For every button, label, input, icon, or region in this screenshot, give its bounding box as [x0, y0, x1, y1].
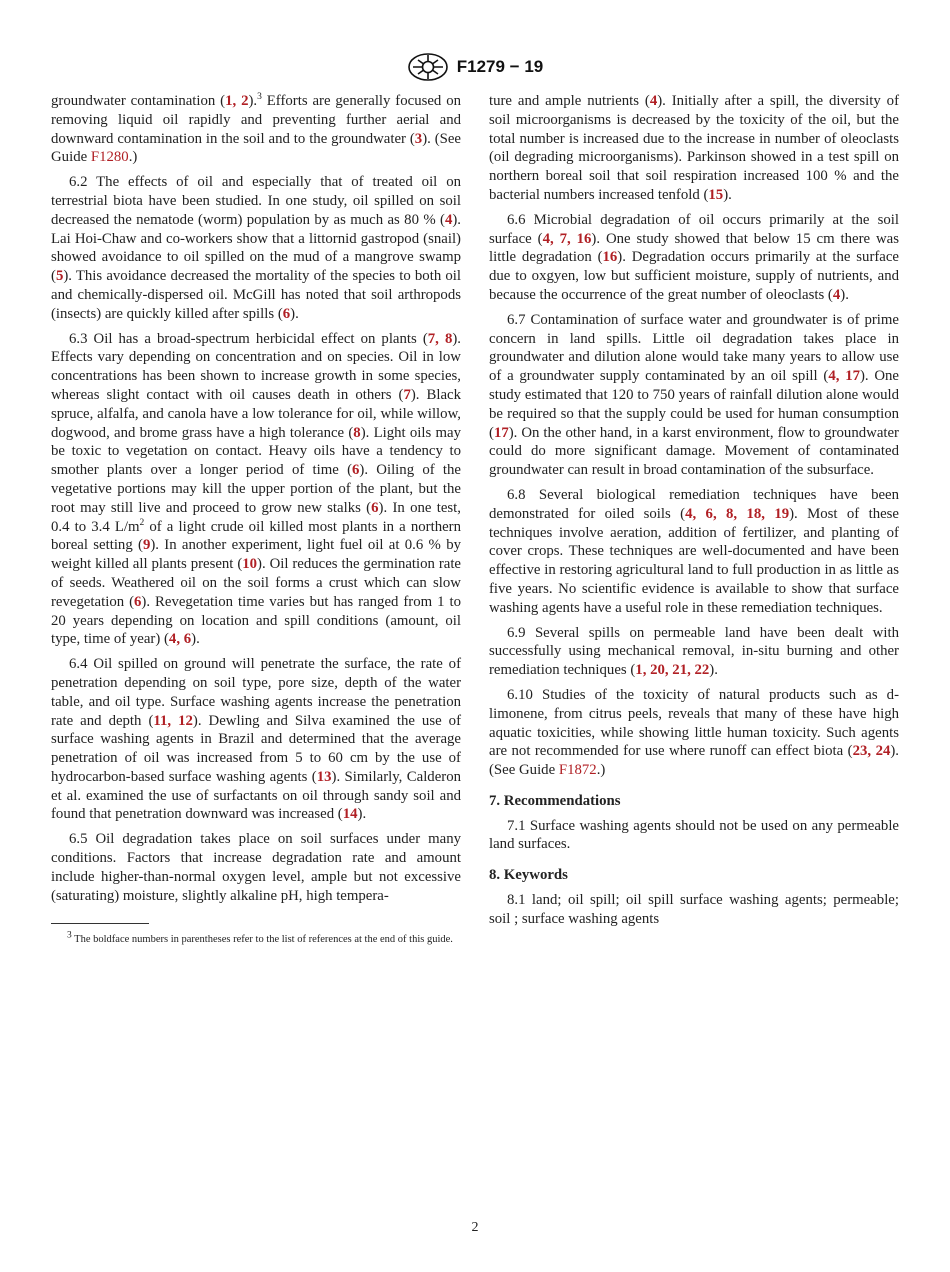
- reference-link[interactable]: 22: [694, 662, 710, 679]
- reference-link[interactable]: 8: [444, 330, 453, 347]
- reference-link[interactable]: 17: [845, 368, 860, 385]
- reference-link[interactable]: 6: [705, 505, 713, 522]
- reference-link[interactable]: 6: [371, 499, 379, 516]
- reference-link[interactable]: 8: [353, 424, 361, 441]
- page-number: 2: [471, 1220, 479, 1235]
- right-column: [489, 92, 899, 935]
- guide-link-f1872[interactable]: F1872: [558, 762, 597, 779]
- paragraph-8-1: 8.1 land; oil spill; oil spill surface washing agents; permeable; soil ; surface washing agents: [489, 892, 899, 927]
- reference-link[interactable]: 8: [726, 505, 734, 522]
- reference-link[interactable]: 4: [444, 211, 453, 228]
- section-heading-recommendations: 7. Recommendations: [489, 792, 621, 809]
- reference-link[interactable]: 1: [225, 93, 233, 109]
- footnote-marker: 3: [257, 92, 262, 103]
- left-column: [51, 92, 461, 947]
- reference-link[interactable]: 12: [178, 712, 193, 729]
- page-header: [0, 52, 950, 82]
- paragraph-6-6: 6.6 Microbial degradation of oil occurs primarily at the soil surface (4, 7, 16). One study showed that below 15 cm there was little degradation (16). Degradation occurs primarily at the surface due to oxgyen, low but sufficient moisture, supply of nutrients, and because the occurrence of the great number of oleoclasts (4).: [489, 211, 900, 303]
- reference-link[interactable]: 20: [650, 662, 665, 679]
- reference-link[interactable]: 7: [559, 230, 567, 247]
- reference-link[interactable]: 2: [241, 93, 249, 109]
- paragraph-6-9: 6.9 Several spills on permeable land have been dealt with successfully using mechanical removal, in-situ burning and other remediation techniques (1, 20, 21, 22).: [489, 624, 899, 679]
- reference-link[interactable]: 4: [168, 631, 177, 648]
- reference-link[interactable]: 14: [342, 806, 358, 823]
- guide-link-f1280[interactable]: F1280: [90, 149, 129, 166]
- reference-link[interactable]: 24: [875, 743, 891, 760]
- reference-link[interactable]: 1: [635, 662, 643, 679]
- paragraph-6-2: 6.2 The effects of oil and especially that of treated oil on terrestrial biota have been studied. In one study, oil spilled on soil decreased the nematode (worm) population by as much as 80 % (4). Lai Hoi-Chaw and co-workers show that a littornid gastropod (snail) showed avoidance to oil spilled on the mud of a mangrove swamp (5). This avoidance decreased the mortality of the species to both oil and chemically-dispersed oil. McGill has noted that soil arthropods (insects) are quickly killed after spills (6).: [51, 174, 461, 322]
- paragraph-6-1-continued: groundwater contamination (1, 2).$^3$ Efforts are generally focused on removing liquid oil rapidly and preventing further aerial and downward contamination in the soil and to the groundwater (3). (See Guide F1280.): [51, 92, 461, 166]
- document-code: F1279 − 19: [456, 57, 544, 76]
- reference-link[interactable]: 4: [828, 368, 836, 385]
- paragraph-6-4: 6.4 Oil spilled on ground will penetrate the surface, the rate of penetration depending on soil type, pore size, depth of the water table, and oil type. Surface washing agents increase the penetration rate and depth (11, 12). Dewling and Silva examined the use of surface washing agents in Brazil and determined that the average penetration of oil was increased from 5 to 60 cm by the use of hydrocarbon-based surface washing agents (13). Similarly, Calderon et al. examined the use of surfactants on oil through sandy soil and found that penetration downward was increased (14).: [51, 656, 461, 823]
- reference-link[interactable]: 11: [153, 712, 168, 729]
- paragraph-6-7: 6.7 Contamination of surface water and groundwater is of prime concern in land spills. Little oil degradation takes place in groundwater and dilution alone would take many years to allow use of a groundwater supply contaminated by an oil spill (4, 17). One study estimated that 120 to 750 years of rainfall dilution alone would be required so that the supply could be used for human consumption (17). On the other hand, in a karst environment, flow to groundwater could do more significant damage. Movement of contaminated groundwater can result in broad contamination of the subsurface.: [489, 311, 900, 479]
- footnote: $^3$ The boldface numbers in parentheses refer to the list of references at the end of this guide.: [67, 930, 453, 946]
- reference-link[interactable]: 7: [427, 330, 436, 347]
- reference-link[interactable]: 16: [602, 249, 618, 266]
- paragraph-7-1: 7.1 Surface washing agents should not be used on any permeable land surfaces.: [489, 817, 899, 853]
- paragraph-6-5-continued: ture and ample nutrients (4). Initially after a spill, the diversity of soil microorganisms is decreased by the toxicity of the oil, but the total number is increased due to the increase in number of oleoclasts (oil degrading microorganisms). Parkinson showed in a test spill on northern boreal soil that soil respiration increased 100 % and the bacterial numbers increased tenfold (15).: [489, 93, 899, 203]
- reference-link[interactable]: 6: [352, 462, 360, 479]
- reference-link[interactable]: 6: [282, 305, 291, 322]
- reference-link[interactable]: 6: [183, 631, 192, 648]
- paragraph-6-10: 6.10 Studies of the toxicity of natural products such as d-limonene, from citrus peels, reveals that many of these have high aquatic toxicities, while showing little human toxicity. Such agents are not recommended for use where runoff can effect biota (23, 24). (See Guide F1872.): [489, 686, 899, 779]
- reference-link[interactable]: 16: [576, 230, 592, 247]
- paragraph-6-8: 6.8 Several biological remediation techniques have been demonstrated for oiled soils (4, 6, 8, 18, 19). Most of these techniques involve aeration, addition of fertilizer, and planting of cover crops. These techniques are well-documented and have been effective in restoring agricultural land to full production in as little as five years. No scientific evidence is available to show that surface washing agents have a useful role in these remediation techniques.: [489, 486, 899, 616]
- reference-link[interactable]: 7: [403, 386, 411, 403]
- reference-link[interactable]: 10: [242, 556, 258, 573]
- reference-link[interactable]: 4: [832, 286, 841, 303]
- reference-link[interactable]: 19: [774, 505, 790, 522]
- reference-link[interactable]: 4: [649, 93, 658, 109]
- paragraph-6-3: 6.3 Oil has a broad-spectrum herbicidal effect on plants (7, 8). Effects vary depending on concentration and on species. Oil in low concentrations has been shown to increase growth in some species, whereas slight contact with oil causes death in others (7). Black spruce, alfalfa, and canola have a low tolerance for oil, while willow, dogwood, and brome grass have a high tolerance (8). Light oils may be toxic to vegetation on contact. Heavy oils have a tendency to smother plants over a longer period of time (6). Oiling of the vegetative portions may kill the upper portion of the plant, but the root may still live and proceed to grow new stalks (6). In one test, 0.4 to 3.4 $L/m^2$ of a light crude oil killed most plants in a northern boreal setting (9). In another experiment, light fuel oil at 0.6 % by weight killed all plants present (10). Oil reduces the germination rate of seeds. Weathered oil on the soil forms a crust which can slow revegetation (6). Revegetation time varies but has ranged from 1 to 20 years depending on location and spill conditions (amount, oil type, time of year) (4, 6).: [51, 330, 462, 648]
- reference-link[interactable]: 3: [414, 130, 423, 147]
- reference-link[interactable]: 23: [852, 743, 868, 760]
- footnote-divider: [51, 923, 149, 924]
- section-heading-keywords: 8. Keywords: [489, 867, 568, 884]
- reference-link[interactable]: 4: [685, 505, 693, 522]
- reference-link[interactable]: 5: [55, 268, 64, 285]
- reference-link[interactable]: 9: [142, 537, 151, 554]
- astm-logo-icon: [407, 52, 449, 82]
- reference-link[interactable]: 21: [672, 662, 688, 679]
- reference-link[interactable]: 4: [542, 230, 550, 247]
- reference-link[interactable]: 18: [746, 505, 762, 522]
- reference-link[interactable]: 17: [493, 424, 509, 441]
- paragraph-6-5: 6.5 Oil degradation takes place on soil surfaces under many conditions. Factors that increase degradation rate and amount include higher-than-normal oxygen level, ample but not excessive (saturating) moisture, slightly alkaline pH, high tempera-: [51, 831, 461, 904]
- reference-link[interactable]: 13: [316, 768, 332, 785]
- reference-link[interactable]: 15: [708, 186, 724, 203]
- reference-link[interactable]: 6: [134, 593, 142, 610]
